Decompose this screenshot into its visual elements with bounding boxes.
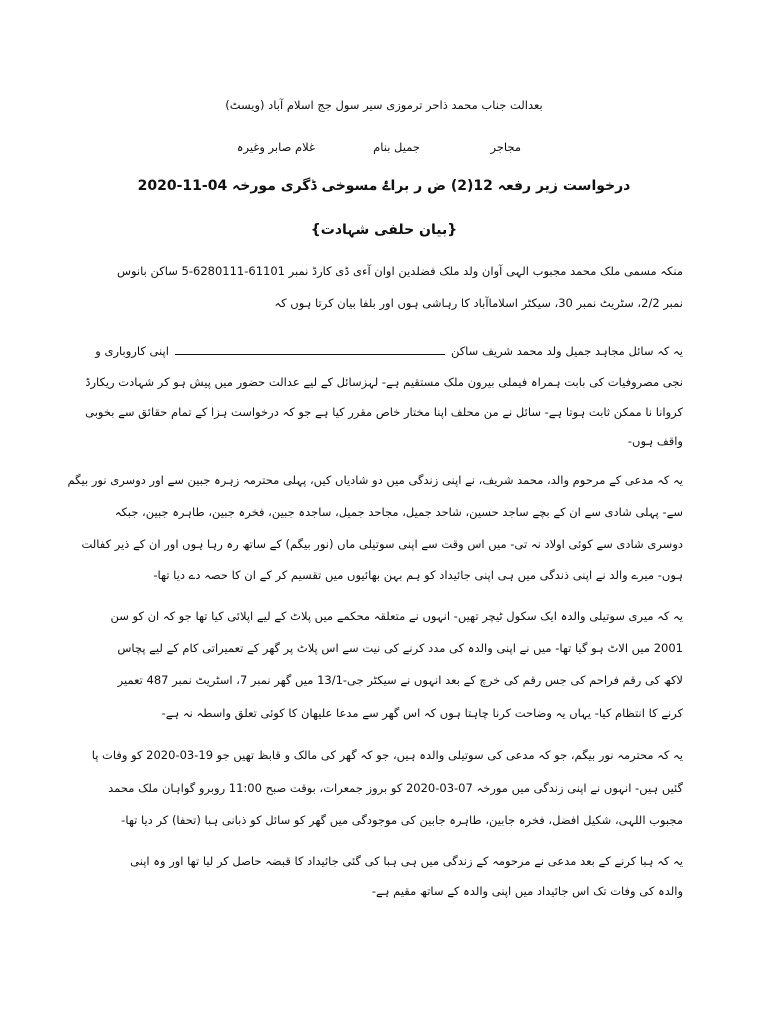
para3-line-4: کرنے کا انتظام کیا- یہاں یہ وضاحت کرنا چاہتا ہوں کہ اس گھر سے مدعا علیھان کا کوئی تعلق واسطہ نہ ہے- (161, 706, 683, 720)
para1-end: اپنی کاروباری و (95, 344, 169, 358)
para2-line-2: سے- پہلی شادی سے ان کے بچے ساجد حسین، شاحد جمیل، مجاحد جمیل، ساجدہ جبین، فخرہ جبین، طاہرہ جبین، جبکہ (114, 505, 683, 519)
intro-line-2: نمبر 2/2، سٹریٹ نمبر 30، سیکٹر اسلاماآباد کا رہاشی ہوں اور بلفا بیان کرتا ہوں کہ (274, 296, 683, 310)
para2-line-4: ہوں- میرے والد نے اپنی ذندگی میں ہی اپنی جائیداد کو ہم بہن بھائیوں میں تقسیم کر کے ان کا حصہ دے دیا تھا- (153, 568, 683, 582)
para3-line-1: یہ کہ میری سوتیلی والدہ ایک سکول ٹیچر تھیں- انہوں نے متعلقہ محکمے میں پلاٹ کے لیے اپلائی کیا تھا جو کہ ان کو سن (110, 609, 683, 623)
para5-line-2: والدہ کی وفات تک اس جائیداد میں اپنی والدہ کے ساتھ مقیم ہے- (371, 884, 683, 898)
para2-line-3: دوسری شادی سے کوئی اولاد نہ تی- میں اس وقت سے اپنی سوتیلی ماں (نور بیگم) کے ساتھ رہ رہا ہوں اور ان کے ذیر کفالت (81, 537, 683, 551)
para1-line-4: واقف ہوں- (627, 434, 683, 448)
para1-line-1 (85, 343, 683, 359)
para5-line-1: یہ کہ ہبا کرنے کے بعد مدعی نے مرحومہ کے زندگی میں ہی ہبا کی گئی جائیداد کا قبضہ حاصل کر لیا تھا اور وہ اپنی (130, 854, 683, 868)
party-one: جمیل بنام (373, 140, 420, 154)
para4-line-3: مجبوب اللہی، شکیل افضل، فخرہ جابین، طاہرہ جابین کی موجودگی میں گھر کو سائل کو ذبانی ہبا (تحفا) کر دیا تھا- (121, 813, 683, 827)
para1-line-2: نجی مصروفیات کی بابت ہمراہ فیملی بیرون ملک مستقیم ہے- لہزسائل کے لیے عدالت حضور میں پیش ہو کر شہادت ریکارڈ (85, 375, 683, 389)
parties-line (0, 140, 768, 158)
party-two: غلام صابر وغیرہ (236, 140, 315, 154)
applicant-label: مجاجر (490, 140, 521, 154)
intro-line-1: منکہ مسمی ملک محمد مجبوب الہی آوان ولد ملک فضلدین اوان آءی ڈی کارڈ نمبر 61101-6280111-5 ساکن بانوس (116, 264, 683, 278)
blank-address-line (175, 345, 445, 355)
para3-line-3: لاکھ کی رقم فراحم کی جس رقم کی خرچ کے بعد انہوں نے سیکٹر جی-13/1 میں گھر نمبر 7، اسٹریٹ نمبر 487 تعمیر (117, 673, 683, 687)
para4-line-1: یہ کہ محترمہ نور بیگم، جو کہ مدعی کی سوتیلی والدہ ہیں، جو کہ گھر کی مالک و قابظ تھیں جو 19-03-2020 کو وفات پا (91, 748, 683, 762)
court-heading: بعدالت جناب محمد ذاحر ترموزی سیر سول جج اسلام آباد (ویسٹ) (225, 98, 543, 112)
para2-line-1: یہ کہ مدعی کے مرحوم والد، محمد شریف، نے اپنی زندگی میں دو شادیاں کیں، پہلی محترمہ زہرہ جبین سے اور دوسری نور بیگم (67, 473, 683, 487)
para1-start: یہ کہ سائل مجاہد جمیل ولد محمد شریف ساکن (450, 344, 683, 358)
para3-line-2: 2001 میں الاٹ ہو گیا تھا- میں نے اپنی والدہ کی مدد کرنے کی نیت سے اس پلاٹ پر گھر کے تعمیراتی کام کے لیے پچاس (117, 641, 683, 655)
statement-title: {بیان حلفی شہادت} (310, 222, 458, 238)
para1-line-3: کروانا نا ممکن ثابت ہوتا ہے- سائل نے من محلف اپنا مختار خاص مقرر کیا ہے جو کہ درخواست ہزا کے تمام حقائق سے بخوبی (85, 405, 683, 419)
para4-line-2: گئیں ہیں- انہوں نے اپنی زندگی میں مورخہ 07-03-2020 کو بروز جمعرات، بوقت صبح 11:00 روبرو گواہان ملک محمد (108, 781, 683, 795)
petition-title: درخواست زیر رفعہ 12(2) ض ر براۓ مسوخی ڈگری مورخہ 04-11-2020 (137, 178, 631, 194)
